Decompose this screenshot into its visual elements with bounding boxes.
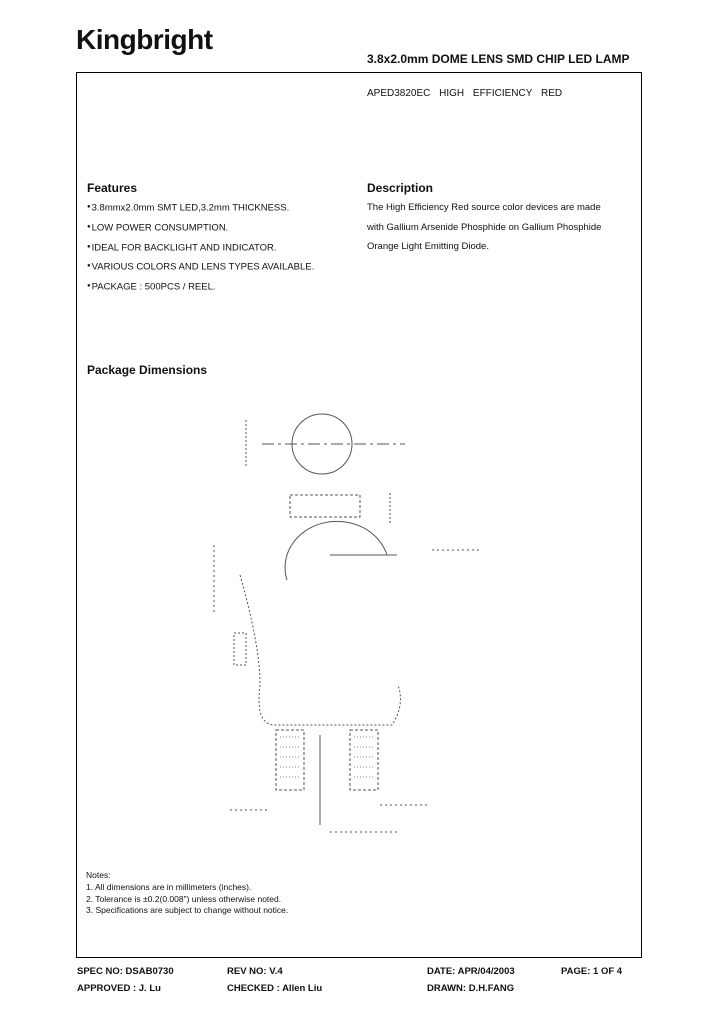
description-heading: Description: [367, 181, 434, 195]
feature-item: ● PACKAGE : 500PCS / REEL.: [87, 277, 314, 297]
feature-item: ● LOW POWER CONSUMPTION.: [87, 218, 314, 238]
part-color: HIGH EFFICIENCY RED: [439, 88, 563, 99]
note-item: 2. Tolerance is ±0.2(0.008") unless otherwise noted.: [86, 893, 282, 904]
notes-heading: Notes:: [86, 870, 111, 880]
description-line: Orange Light Emitting Diode.: [367, 241, 489, 252]
description-line: The High Efficiency Red source color devices are made: [367, 202, 601, 213]
features-heading: Features: [87, 181, 138, 195]
feature-item: ● IDEAL FOR BACKLIGHT AND INDICATOR.: [87, 238, 314, 258]
feature-item: ● VARIOUS COLORS AND LENS TYPES AVAILABLE.: [87, 257, 314, 277]
approved-by: APPROVED : J. Lu: [77, 983, 161, 994]
feature-item: ● 3.8mmx2.0mm SMT LED,3.2mm THICKNESS.: [87, 198, 314, 218]
left-terminal: [276, 730, 304, 790]
document-date: DATE: APR/04/2003: [427, 966, 515, 977]
document-title: 3.8x2.0mm DOME LENS SMD CHIP LED LAMP: [367, 52, 630, 66]
package-dimensions-drawing: [200, 405, 480, 845]
revision-number: REV NO: V.4: [227, 966, 283, 977]
kingbright-logo: Kingbright: [76, 24, 213, 55]
dimension-box: [234, 633, 246, 665]
body-outline: [240, 575, 400, 725]
spec-number: SPEC NO: DSAB0730: [77, 966, 174, 977]
description-text: [367, 198, 639, 257]
page-indicator: PAGE: 1 OF 4: [561, 966, 623, 977]
lens-profile: [285, 521, 387, 580]
side-view-body: [290, 495, 360, 517]
checked-by: CHECKED : Allen Liu: [227, 983, 323, 994]
notes-block: [86, 870, 288, 917]
package-heading: Package Dimensions: [87, 363, 208, 377]
part-number: APED3820EC: [367, 88, 431, 99]
note-item: 3. Specifications are subject to change without notice.: [86, 905, 289, 916]
description-line: with Gallium Arsenide Phosphide on Gallium Phosphide: [367, 221, 602, 233]
part-line: [367, 88, 562, 99]
features-list: [87, 198, 314, 297]
note-item: 1. All dimensions are in millimeters (inches).: [86, 881, 252, 892]
right-terminal: [350, 730, 378, 790]
drawn-by: DRAWN: D.H.FANG: [427, 983, 515, 994]
